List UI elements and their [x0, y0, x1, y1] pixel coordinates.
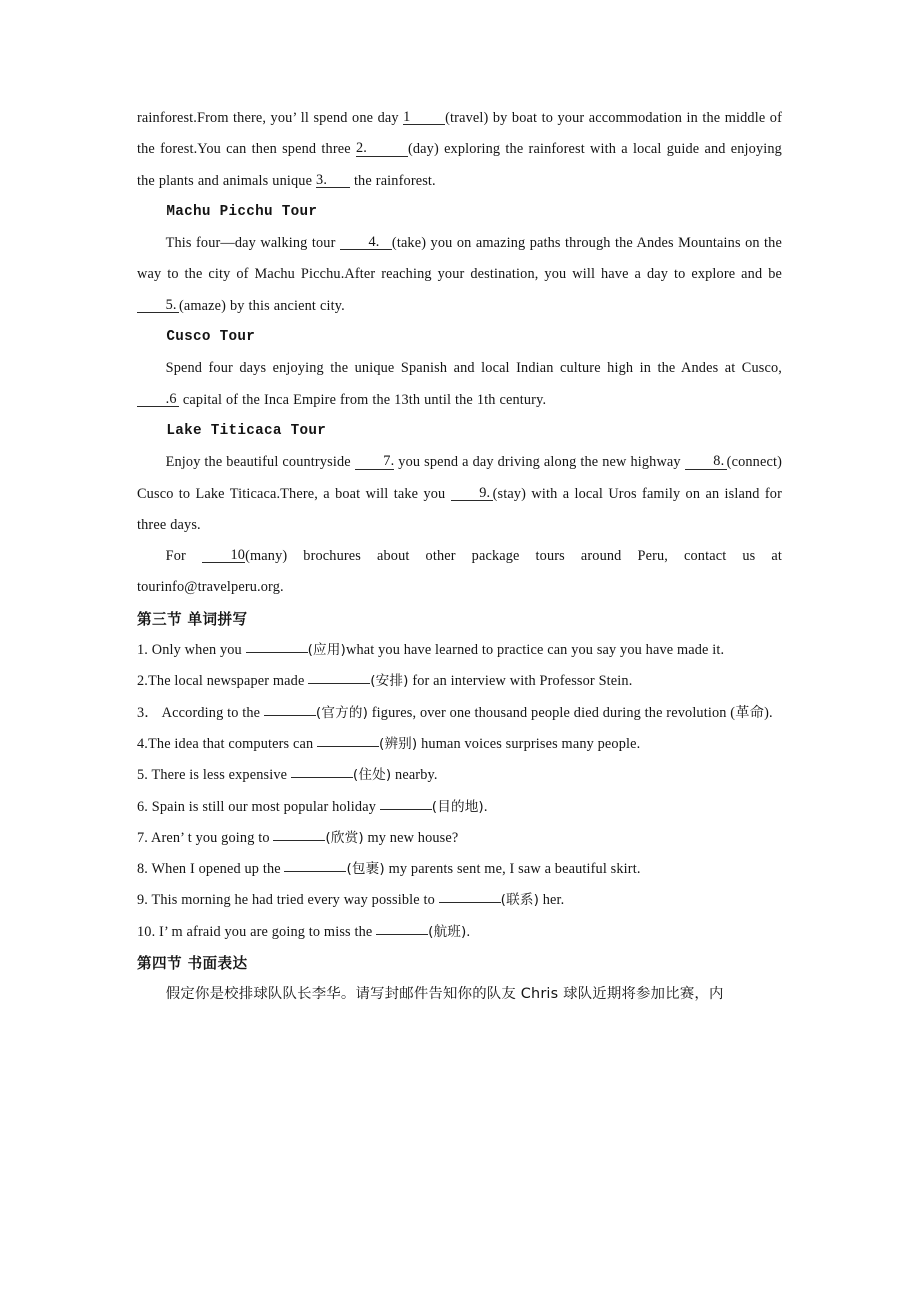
- item4-text-before: The idea that computers can: [148, 735, 317, 752]
- para4-text-after-blank9: (stay) with a local Uros family on an island for three days.: [137, 485, 783, 533]
- spelling-item-7: [137, 823, 782, 854]
- reading-paragraph-titicaca: [137, 447, 782, 541]
- spelling-item-6: [137, 792, 782, 823]
- item6-hint: (目的地): [431, 798, 484, 815]
- item1-text-after: what you have learned to practice can you say you have made it.: [346, 642, 725, 659]
- para4-text-before-blank7: Enjoy the beautiful countryside: [165, 454, 355, 471]
- blank-2[interactable]: 2.: [356, 141, 408, 156]
- blank-4[interactable]: 4.: [340, 235, 392, 250]
- para1-text-after-blank1: (travel) by boat to your accommodation in the middle of the forest.You can then spend three: [137, 110, 782, 158]
- item6-blank[interactable]: [380, 809, 432, 810]
- heading-lake-titicaca-tour: Lake Titicaca Tour: [166, 422, 327, 439]
- reading-paragraph-machu-picchu: [137, 228, 782, 322]
- item2-hint: (安排): [370, 673, 409, 690]
- para4-text-after-blank7: you spend a day driving along the new highway: [394, 454, 685, 471]
- item1-number: 1.: [137, 642, 149, 659]
- item7-text-after: my new house?: [363, 829, 459, 846]
- para3-text-before-blank6: Spend four days enjoying the unique Spanish and local Indian culture high in the Andes at Cusco,: [165, 360, 782, 377]
- item3-text-before: According to the: [158, 704, 264, 721]
- item4-number: 4.: [137, 735, 149, 752]
- para5-text-after-blank10: (many) brochures about other package tours around Peru, contact us at tourinfo@travelperu.org.: [137, 548, 782, 596]
- item9-number: 9.: [137, 892, 149, 909]
- para1-text-after-blank2: (day) exploring the rainforest with a local guide and enjoying the plants and animals unique: [137, 141, 782, 189]
- para2-text-after-blank5: (amaze) by this ancient city.: [179, 297, 345, 314]
- item4-hint: (辨别): [378, 735, 418, 752]
- item2-number: 2.: [137, 673, 149, 690]
- blank-8[interactable]: 8.: [685, 454, 727, 469]
- item3-text-after: figures, over one thousand people died during the revolution (革命).: [368, 704, 773, 721]
- blank-10[interactable]: 10: [202, 548, 245, 563]
- spelling-item-5: [137, 760, 782, 791]
- item6-text-before: Spain is still our most popular holiday: [148, 798, 380, 815]
- blank-7[interactable]: 7.: [355, 454, 395, 469]
- para2-text-before-blank4: This four—day walking tour: [165, 235, 340, 252]
- para1-text-after-blank3: the rainforest.: [350, 172, 436, 189]
- item9-hint: (联系): [500, 892, 540, 909]
- para3-text-after-blank6: capital of the Inca Empire from the 13th until the 1th century.: [179, 391, 547, 408]
- item10-number: 10.: [137, 923, 156, 940]
- item8-blank[interactable]: [284, 871, 346, 872]
- item7-number: 7.: [137, 829, 149, 846]
- spelling-item-9: [137, 885, 782, 916]
- item8-text-before: When I opened up the: [148, 861, 285, 878]
- para4-text-after-blank8: (connect) Cusco to Lake Titicaca.There, a boat will take you: [137, 454, 782, 502]
- reading-paragraph-closing: [137, 541, 782, 604]
- heading-machu-picchu-tour: Machu Picchu Tour: [166, 203, 318, 220]
- spelling-item-1: [137, 635, 782, 666]
- para2-text-after-blank4: (take) you on amazing paths through the Andes Mountains on the way to the city of Machu Picchu.After reaching your destination, you will have a day to explore and be: [137, 235, 782, 283]
- item8-number: 8.: [137, 861, 149, 878]
- item7-hint: (欣赏): [325, 829, 364, 846]
- para1-text-before-blank1: rainforest.From there, you’ ll spend one day: [137, 110, 404, 126]
- item2-text-before: The local newspaper made: [148, 673, 309, 690]
- item10-hint: (航班): [428, 923, 467, 940]
- item7-text-before: Aren’ t you going to: [148, 829, 274, 846]
- item5-text-after: nearby.: [391, 767, 438, 784]
- blank-5[interactable]: 5.: [137, 298, 179, 313]
- para5-text-before-blank10: For: [165, 548, 202, 565]
- heading-section-four: 第四节 书面表达: [137, 955, 248, 973]
- item5-hint: (住处): [352, 767, 392, 784]
- item10-blank[interactable]: [376, 934, 428, 935]
- reading-paragraph-1: [137, 103, 782, 197]
- item2-text-after: for an interview with Professor Stein.: [408, 673, 633, 690]
- blank-6[interactable]: .6: [137, 392, 179, 407]
- item1-blank[interactable]: [246, 652, 308, 653]
- item5-blank[interactable]: [291, 777, 353, 778]
- item3-blank[interactable]: [264, 715, 316, 716]
- spelling-item-10: [137, 917, 782, 948]
- blank-1[interactable]: 1: [403, 110, 445, 125]
- blank-3[interactable]: 3.: [316, 173, 350, 188]
- item5-text-before: There is less expensive: [148, 767, 291, 784]
- heading-cusco-tour: Cusco Tour: [166, 329, 256, 346]
- section-four-prompt: 假定你是校排球队队长李华。请写封邮件告知你的队友 Chris 球队近期将参加比赛，内: [165, 986, 724, 1003]
- item4-blank[interactable]: [317, 746, 379, 747]
- item5-number: 5.: [137, 767, 149, 784]
- item8-hint: (包裹): [346, 861, 385, 878]
- spelling-item-2: [137, 666, 782, 697]
- item9-blank[interactable]: [439, 902, 501, 903]
- item4-text-after: human voices surprises many people.: [417, 735, 641, 752]
- reading-paragraph-cusco: [137, 353, 782, 416]
- item3-hint: (官方的): [315, 704, 369, 721]
- item6-number: 6.: [137, 798, 149, 815]
- spelling-item-3: [137, 698, 782, 729]
- item1-text-before: Only when you: [148, 642, 246, 659]
- item8-text-after: my parents sent me, I saw a beautiful skirt.: [384, 861, 641, 878]
- spelling-item-4: [137, 729, 782, 760]
- item3-number: 3．: [137, 704, 159, 721]
- item10-text-after: .: [466, 923, 471, 940]
- spelling-item-8: [137, 854, 782, 885]
- item2-blank[interactable]: [308, 683, 370, 684]
- item9-text-before: This morning he had tried every way possible to: [148, 892, 439, 909]
- item9-text-after: her.: [539, 892, 565, 909]
- item10-text-before: I’ m afraid you are going to miss the: [155, 923, 377, 940]
- item1-hint: (应用): [307, 642, 346, 659]
- item7-blank[interactable]: [273, 840, 325, 841]
- item6-text-after: .: [483, 798, 488, 815]
- heading-section-three: 第三节 单词拼写: [137, 610, 248, 628]
- blank-9[interactable]: 9.: [451, 486, 493, 501]
